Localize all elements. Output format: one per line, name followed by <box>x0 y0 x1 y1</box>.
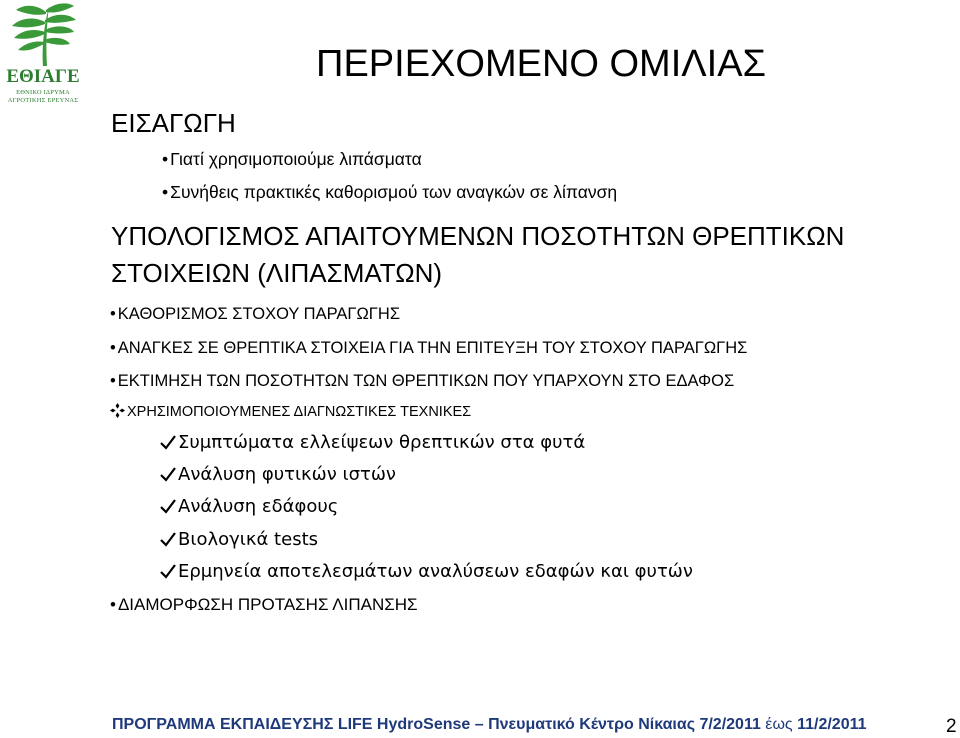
logo-name: ΕΘΙΑΓΕ <box>6 66 80 87</box>
section-heading-intro: ΕΙΣΑΓΩΓΗ <box>111 108 236 138</box>
bullet-icon: • <box>110 595 116 614</box>
slide-title: ΠΕΡΙΕΧΟΜΕΝΟ ΟΜΙΛΙΑΣ <box>316 43 767 85</box>
check-list-item: Βιολογικά tests <box>160 529 318 550</box>
checkmark-icon <box>160 434 176 450</box>
page-number: 2 <box>946 716 957 737</box>
list-item: • ΑΝΑΓΚΕΣ ΣΕ ΘΡΕΠΤΙΚΑ ΣΤΟΙΧΕΙΑ ΓΙΑ ΤΗΝ ΕΠΙΤΕΥΞΗ ΤΟΥ ΣΤΟΧΟΥ ΠΑΡΑΓΩΓΗΣ <box>110 339 748 357</box>
bullet-icon: • <box>110 305 116 323</box>
list-item: • Συνήθεις πρακτικές καθορισμού των αναγκών σε λίπανση <box>162 182 618 202</box>
check-list-item: Ανάλυση εδάφους <box>160 496 338 517</box>
footer <box>112 716 867 734</box>
footer-end-date: 11/2/2011 <box>797 716 867 733</box>
bullet-icon: • <box>110 372 116 390</box>
list-item: • Γιατί χρησιμοποιούμε λιπάσματα <box>162 149 422 169</box>
bullet-icon: • <box>162 182 169 202</box>
logo-subtitle: ΕΘΝΙΚΟ ΙΔΡΥΜΑ <box>16 89 70 96</box>
check-list-item: Ανάλυση φυτικών ιστών <box>160 464 396 485</box>
section-heading-calc-line2: ΣΤΟΙΧΕΙΩΝ (ΛΙΠΑΣΜΑΤΩΝ) <box>111 258 443 288</box>
checkmark-icon <box>160 531 176 547</box>
diamond-bullet-icon <box>110 403 125 418</box>
section-heading-calc: ΥΠΟΛΟΓΙΣΜΟΣ ΑΠΑΙΤΟΥΜΕΝΩΝ ΠΟΣΟΤΗΤΩΝ ΘΡΕΠΤΙΚΩΝ <box>111 221 845 251</box>
logo-subtitle: ΑΓΡΟΤΙΚΗΣ ΕΡΕΥΝΑΣ <box>7 97 79 104</box>
ethiage-logo <box>2 0 84 108</box>
bullet-icon: • <box>110 339 116 357</box>
checkmark-icon <box>160 563 176 579</box>
list-item: • ΔΙΑΜΟΡΦΩΣΗ ΠΡΟΤΑΣΗΣ ΛΙΠΑΝΣΗΣ <box>110 595 418 614</box>
check-list-item: Ερμηνεία αποτελεσμάτων αναλύσεων εδαφών και φυτών <box>160 561 693 582</box>
list-item: • ΕΚΤΙΜΗΣΗ ΤΩΝ ΠΟΣΟΤΗΤΩΝ ΤΩΝ ΘΡΕΠΤΙΚΩΝ ΠΟΥ ΥΠΑΡΧΟΥΝ ΣΤΟ ΕΔΑΦΟΣ <box>110 372 735 390</box>
footer-separator: έως <box>760 716 798 733</box>
diag-heading: ΧΡΗΣΙΜΟΠΟΙΟΥΜΕΝΕΣ ΔΙΑΓΝΩΣΤΙΚΕΣ ΤΕΧΝΙΚΕΣ <box>110 403 471 420</box>
check-list-item: Συμπτώματα ελλείψεων θρεπτικών στα φυτά <box>160 432 585 453</box>
list-item: • ΚΑΘΟΡΙΣΜΟΣ ΣΤΟΧΟΥ ΠΑΡΑΓΩΓΗΣ <box>110 305 401 323</box>
checkmark-icon <box>160 498 176 514</box>
bullet-icon: • <box>162 149 169 169</box>
checkmark-icon <box>160 466 176 482</box>
tree-leaf-icon <box>2 0 84 70</box>
footer-program: ΠΡΟΓΡΑΜΜΑ ΕΚΠΑΙΔΕΥΣΗΣ LIFE HydroSense – Πνευματικό Κέντρο Νίκαιας 7/2/2011 <box>112 716 761 733</box>
